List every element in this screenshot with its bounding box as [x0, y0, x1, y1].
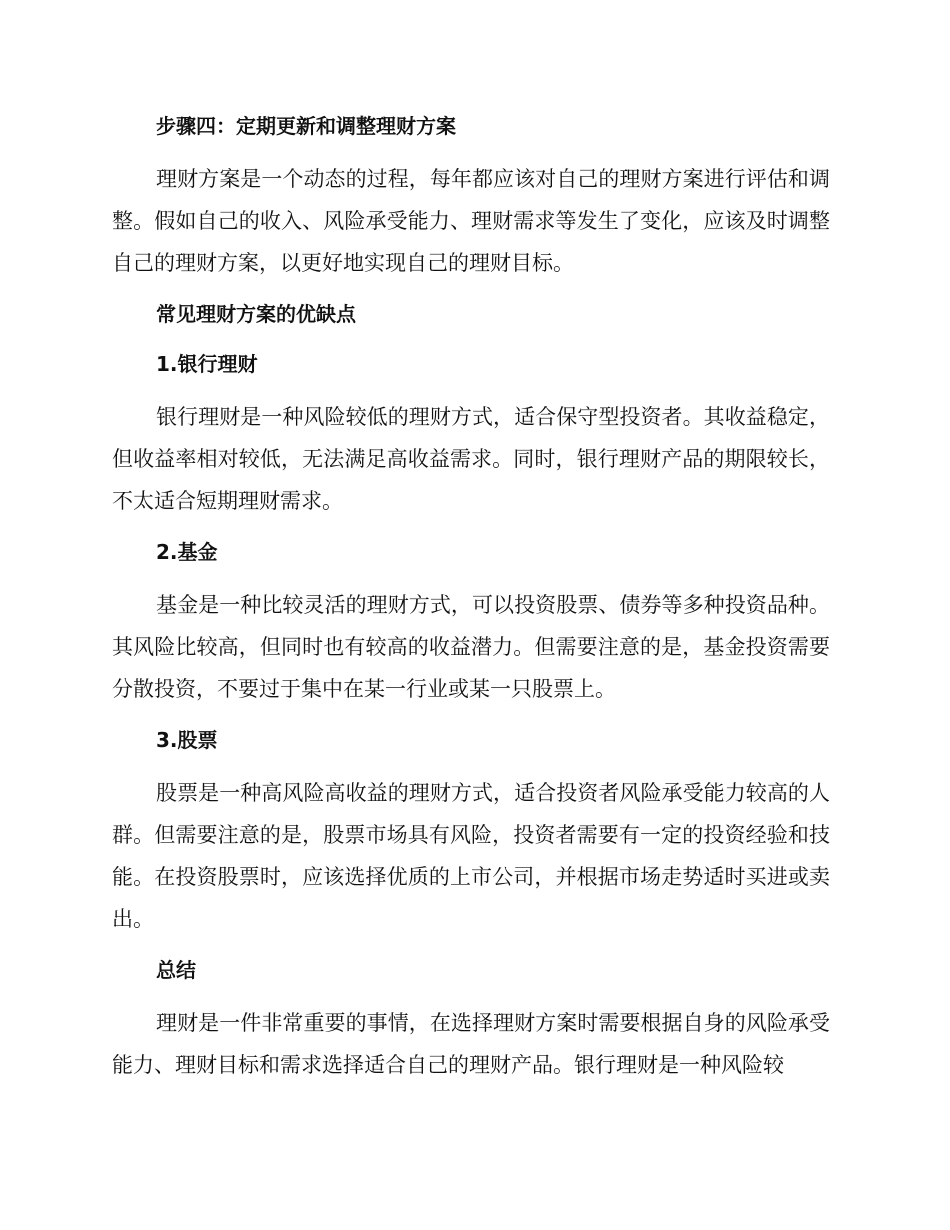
- section-paragraph-summary: 理财是一件非常重要的事情，在选择理财方案时需要根据自身的风险承受能力、理财目标和需求选择适合自己的理财产品。银行理财是一种风险较: [112, 1011, 830, 1077]
- section-heading-step-four: 步骤四：定期更新和调整理财方案: [156, 114, 456, 138]
- section-heading-bank-finance: 1.银行理财: [156, 352, 258, 376]
- section-paragraph-step-four: 理财方案是一个动态的过程，每年都应该对自己的理财方案进行评估和调整。假如自己的收入、风险承受能力、理财需求等发生了变化，应该及时调整自己的理财方案，以更好地实现自己的理财目标。: [112, 167, 830, 275]
- section-paragraph-bank-finance: 银行理财是一种风险较低的理财方式，适合保守型投资者。其收益稳定，但收益率相对较低，无法满足高收益需求。同时，银行理财产品的期限较长，不太适合短期理财需求。: [112, 405, 830, 513]
- section-heading-summary: 总结: [156, 958, 196, 982]
- document-body: [112, 108, 830, 1098]
- section-heading-funds: 2.基金: [156, 540, 218, 564]
- section-heading-pros-cons: 常见理财方案的优缺点: [156, 302, 356, 326]
- section-heading-stocks: 3.股票: [156, 728, 218, 752]
- section-paragraph-funds: 基金是一种比较灵活的理财方式，可以投资股票、债券等多种投资品种。其风险比较高，但同时也有较高的收益潜力。但需要注意的是，基金投资需要分散投资，不要过于集中在某一行业或某一只股票上。: [112, 593, 830, 701]
- section-paragraph-stocks: 股票是一种高风险高收益的理财方式，适合投资者风险承受能力较高的人群。但需要注意的是，股票市场具有风险，投资者需要有一定的投资经验和技能。在投资股票时，应该选择优质的上市公司，并根据市场走势适时买进或卖出。: [112, 781, 830, 931]
